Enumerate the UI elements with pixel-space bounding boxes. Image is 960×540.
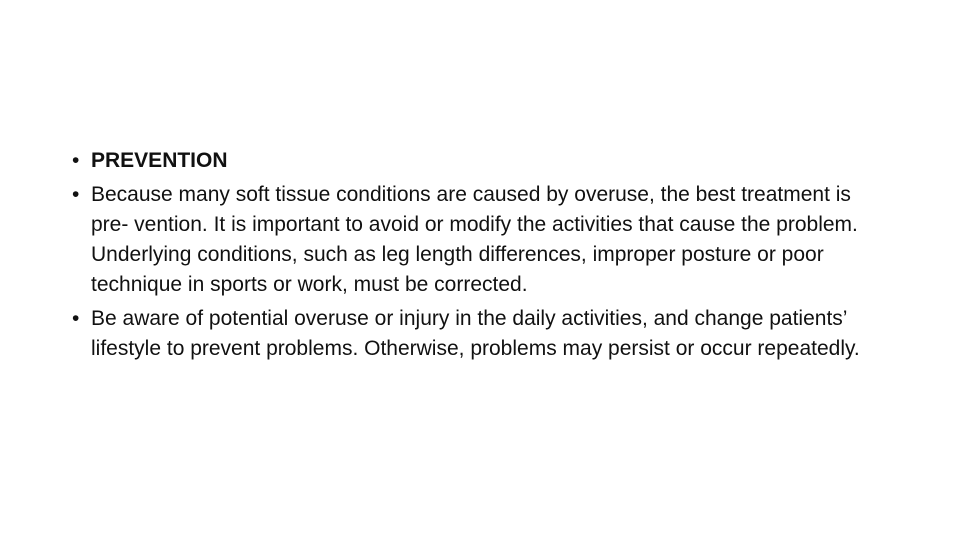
bullet-item-overuse — [72, 180, 892, 300]
bullet-list — [72, 146, 892, 368]
bullet-text: Because many soft tissue conditions are caused by overuse, the best treatment is pre- vention. It is important to avoid or modify the activities that cause the problem. Underlying conditions, such as leg length differences, improper posture or poor technique in sports or work, must be corrected. — [91, 183, 858, 296]
bullet-marker: • — [72, 183, 80, 206]
section-heading: PREVENTION — [91, 149, 228, 172]
bullet-marker: • — [72, 307, 80, 330]
bullet-marker: • — [72, 149, 80, 172]
bullet-item-awareness — [72, 304, 892, 364]
bullet-text: Be aware of potential overuse or injury in the daily activities, and change patients’ lifestyle to prevent problems. Otherwise, problems may persist or occur repeatedly. — [91, 307, 860, 360]
bullet-item-prevention — [72, 146, 892, 176]
